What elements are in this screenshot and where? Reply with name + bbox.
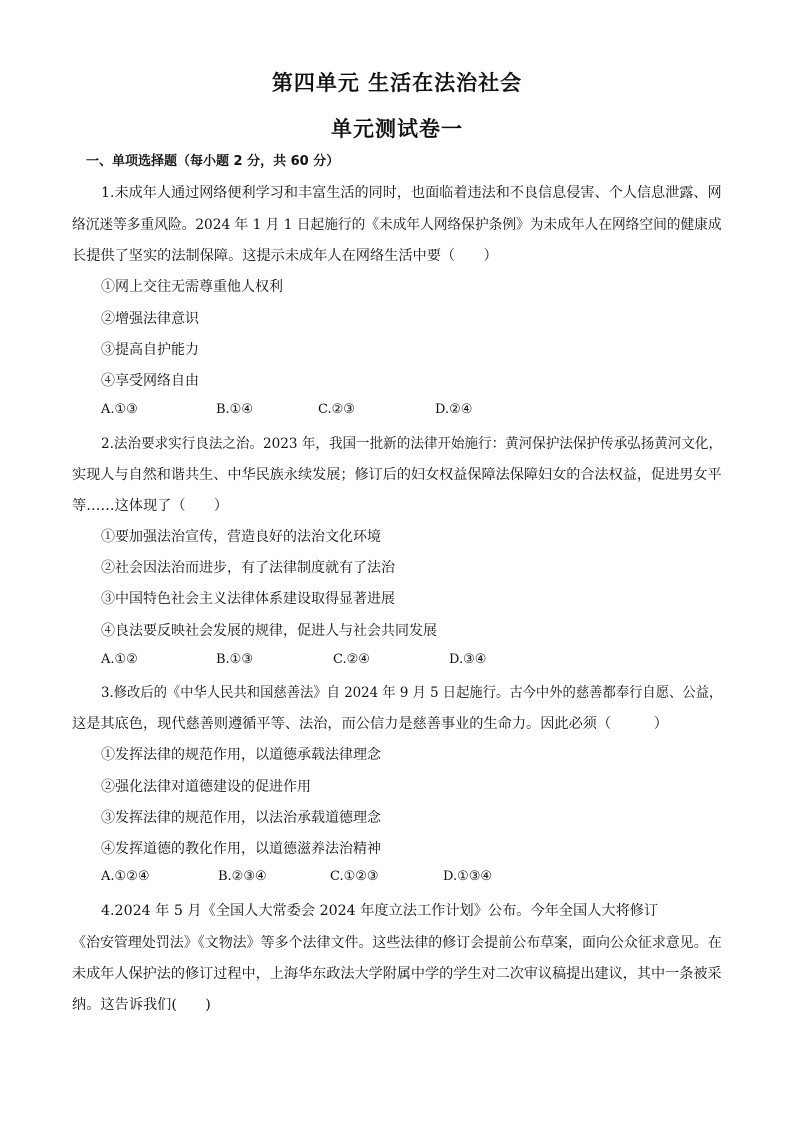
q2-choice-c: C.②④ (333, 652, 370, 667)
q2-statement: ④良法要反映社会发展的规律，促进人与社会共同发展 (101, 623, 437, 639)
q2-statement: ③中国特色社会主义法律体系建设取得显著进展 (101, 591, 395, 607)
q1-statement: ③提高自护能力 (101, 342, 199, 358)
q3-stem-line: 这是其底色，现代慈善则遵循平等、法治，而公信力是慈善事业的生命力。因此必须（ ） (72, 716, 668, 732)
q1-stem-line: 络沉迷等多重风险。2024 年 1 月 1 日起施行的《未成年人网络保护条例》为未成年人在网络空间的健康成 (72, 217, 722, 233)
q2-statement: ①要加强法治宣传，营造良好的法治文化环境 (101, 529, 381, 545)
q3-choice-d: D.①③④ (443, 869, 493, 884)
q1-statement: ②增强法律意识 (101, 311, 199, 327)
q2-choice-a: A.①② (101, 652, 138, 667)
q1-stem-line: 1.未成年人通过网络便利学习和丰富生活的同时，也面临着违法和不良信息侵害、个人信息泄露、网 (101, 185, 722, 201)
q4-stem-line: 未成年人保护法的修订过程中，上海华东政法大学附属中学的学生对二次审议稿提出建议，其中一条被采 (72, 966, 722, 982)
q3-stem-line: 3.修改后的《中华人民共和国慈善法》自 2024 年 9 月 5 日起施行。古今中外的慈善都奉行自愿、公益， (101, 685, 723, 701)
q1-statement: ①网上交往无需尊重他人权利 (101, 279, 283, 295)
q3-choice-b: B.②③④ (218, 869, 267, 884)
q1-stem-line: 长提供了坚实的法制保障。这提示未成年人在网络生活中要（ ） (72, 248, 498, 264)
q3-statement: ③发挥法律的规范作用，以法治承载道德理念 (101, 810, 381, 826)
unit-title: 第四单元 生活在法治社会 (271, 71, 523, 95)
q1-choice-d: D.②④ (435, 402, 473, 417)
q3-statement: ①发挥法律的规范作用，以道德承载法律理念 (101, 747, 381, 763)
q4-stem-line: 4.2024 年 5 月《全国人大常委会 2024 年度立法工作计划》公布。今年全国人大将修订 (101, 903, 659, 919)
q2-choice-b: B.①③ (216, 652, 253, 667)
q3-statement: ②强化法律对道德建设的促进作用 (101, 779, 311, 795)
test-title: 单元测试卷一 (331, 117, 463, 141)
q3-choice-a: A.①②④ (101, 869, 150, 884)
q1-choice-c: C.②③ (318, 402, 355, 417)
q4-stem-line: 纳。这告诉我们( ) (72, 997, 211, 1013)
section-heading: 一、单项选择题（每小题 2 分，共 60 分） (86, 154, 340, 169)
q2-stem-line: 实现人与自然和谐共生、中华民族永续发展；修订后的妇女权益保障法保障妇女的合法权益，促进男女平 (72, 467, 722, 483)
q3-statement: ④发挥道德的教化作用，以道德滋养法治精神 (101, 841, 381, 857)
q2-stem-line: 等……这体现了（ ） (72, 498, 229, 514)
q3-choice-c: C.①②③ (330, 869, 379, 884)
q1-choice-b: B.①④ (216, 402, 253, 417)
q2-stem-line: 2.法治要求实行良法之治。2023 年，我国一批新的法律开始施行：黄河保护法保护传承弘扬黄河文化， (101, 436, 723, 452)
q1-choice-a: A.①③ (101, 402, 138, 417)
q4-stem-line: 《治安管理处罚法》《文物法》等多个法律文件。这些法律的修订会提前公布草案，面向公众征求意见。在 (72, 935, 722, 951)
q2-statement: ②社会因法治而进步，有了法律制度就有了法治 (101, 560, 395, 576)
q1-statement: ④享受网络自由 (101, 373, 199, 389)
q2-choice-d: D.③④ (449, 652, 487, 667)
